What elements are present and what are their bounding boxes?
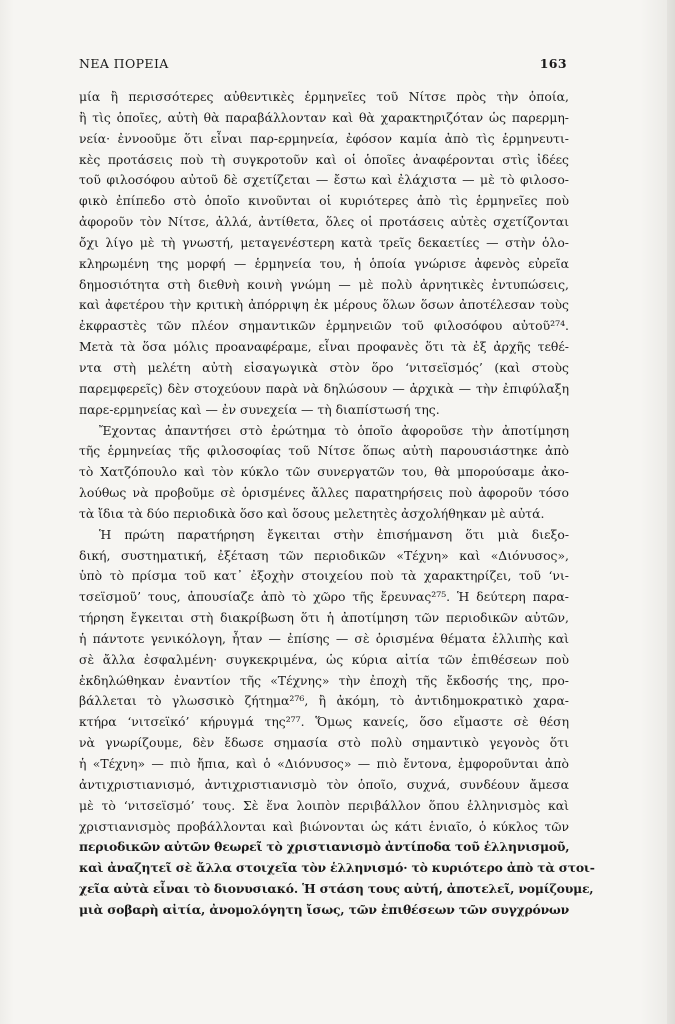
- text-line: ἢ τὶς ὁποῖες, αὐτὴ θὰ παραβάλλονταν καὶ θὰ χαρακτηριζόταν ὡς παρερμη-: [79, 109, 569, 125]
- paragraph: [79, 87, 569, 421]
- text-line: τήρηση ἔγκειται στὴ διακρίβωση ὅτι ἡ ἀποτίμηση τῶν περιοδικῶν αὐτῶν,: [79, 610, 569, 626]
- text-line: ἡ πάντοτε γενικόλογη, ἦταν — ἐπίσης — σὲ ὁρισμένα θέματα ἐλλιπὴς καὶ: [79, 630, 569, 646]
- text-line: χριστιανισμὸς προβάλλονται καὶ βιώνονται ὡς κάτι ἑνιαῖο, ὁ κύκλος τῶν: [79, 818, 569, 834]
- text-line: ἡ «Τέχνη» — πιὸ ἤπια, καὶ ὁ «Διόνυσος» — πιὸ ἔντονα, ἐμφοροῦνται ἀπὸ: [79, 756, 569, 771]
- text-line: νὰ γνωρίζουμε, δὲν ἔδωσε σημασία στὸ πολὺ σημαντικὸ γεγονὸς ὅτι: [79, 735, 569, 751]
- text-line: δική, συστηματική, ἐξέταση τῶν περιοδικῶν «Τέχνη» καὶ «Διόνυσος»,: [79, 547, 569, 563]
- page-number: 163: [539, 56, 567, 71]
- text-line: μία ἢ περισσότερες αὐθεντικὲς ἑρμηνεῖες τοῦ Νίτσε πρὸς τὴν ὁποία,: [79, 89, 569, 104]
- text-line: καὶ ἀναζητεῖ σὲ ἄλλα στοιχεῖα τὸν ἑλληνισμό· τὸ κυριότερο ἀπὸ τὰ στοι-: [79, 860, 595, 876]
- body-text: [79, 87, 595, 921]
- text-line: ὑπὸ τὸ πρίσμα τοῦ κατ᾽ ἐξοχὴν στοιχείου ποὺ τὰ χαρακτηρίζει, τοῦ ‘νι-: [79, 568, 569, 584]
- text-line: παρε-ερμηνείας καὶ — ἐν συνεχεία — τὴ διαπίστωσή της.: [79, 401, 440, 417]
- text-line: ἀφοροῦν τὸν Νίτσε, ἀλλά, ἀντίθετα, ὅλες οἱ προτάσεις αὐτὲς σχετίζονται: [79, 214, 569, 230]
- text-line: λούθως νὰ προβοῦμε σὲ ὁρισμένες ἄλλες παρατηρήσεις ποὺ ἀφοροῦν τόσο: [79, 485, 569, 501]
- page-edge-shadow: [667, 0, 675, 1024]
- text-line: μὲ τὸ ‘νιτσεϊσμό’ τους. Σὲ ἕνα λοιπὸν περιβάλλον ὅπου ἑλληνισμὸς καὶ: [79, 797, 569, 813]
- text-line: κτήρα ‘νιτσεϊκό’ κήρυγμά της²⁷⁷. Ὅμως κανείς, ὅσο εἴμαστε σὲ θέση: [79, 714, 569, 730]
- text-line: τῆς ἑρμηνείας τῆς φιλοσοφίας τοῦ Νίτσε ὅπως αὐτὴ παρουσιάστηκε ἀπὸ: [79, 443, 569, 459]
- text-line: Μετὰ τὰ ὅσα μόλις προαναφέραμε, εἶναι προφανὲς ὅτι τὰ ἐξ ἀρχῆς τεθέ-: [79, 339, 569, 355]
- text-line: κληρωμένη της μορφή — ἑρμηνεία του, ἡ ὁποία γνώρισε ἀφενὸς εὐρεῖα: [79, 255, 569, 271]
- text-line: Ἔχοντας ἀπαντήσει στὸ ἐρώτημα τὸ ὁποῖο ἀφοροῦσε τὴν ἀποτίμηση: [99, 422, 569, 438]
- text-line: δημοσιότητα στὴ διεθνὴ κοινὴ γνώμη — μὲ πολὺ ἀρνητικὲς ἐντυπώσεις,: [79, 276, 569, 292]
- text-line: νεία· ἐννοοῦμε ὅτι εἶναι παρ-ερμηνεία, ἐφόσον καμία ἀπὸ τὶς ἑρμηνευτι-: [79, 130, 569, 146]
- text-line: ἐκδηλώθηκαν ἐναντίον τῆς «Τέχνης» τὴν ἐποχὴ τῆς ἔκδοσής της, προ-: [79, 672, 569, 688]
- text-line: ἐκφραστὲς τῶν πλέον σημαντικῶν ἑρμηνειῶν τοῦ φιλοσόφου αὐτοῦ²⁷⁴.: [79, 318, 569, 334]
- text-line: ἀντιχριστιανισμό, ἀντιχριστιανισμὸ τὸν ὁποῖο, συχνά, συνδέουν ἄμεσα: [79, 776, 569, 792]
- text-line: μιὰ σοβαρὴ αἰτία, ἀνομολόγητη ἴσως, τῶν ἐπιθέσεων τῶν συγχρόνων: [79, 901, 569, 917]
- text-line: περιοδικῶν αὐτῶν θεωρεῖ τὸ χριστιανισμὸ ἀντίποδα τοῦ ἑλληνισμοῦ,: [79, 839, 570, 855]
- text-line: τὰ ἴδια τὰ δύο περιοδικὰ ὅσο καὶ ὅσους μελετητὲς ἀσχολήθηκαν μὲ αὐτά.: [79, 505, 545, 521]
- text-line: χεῖα αὐτὰ εἶναι τὸ διονυσιακό. Ἡ στάση τους αὐτή, ἀποτελεῖ, νομίζουμε,: [79, 881, 594, 897]
- paragraph: [79, 525, 595, 921]
- text-line: κὲς προτάσεις ποὺ τὴ συγκροτοῦν καὶ οἱ ὁποῖες ἀναφέρονται στὶς ἰδέες: [79, 151, 569, 167]
- text-line: τοῦ φιλοσόφου αὐτοῦ δὲ σχετίζεται — ἔστω καὶ ἐλάχιστα — μὲ τὸ φιλοσο-: [79, 172, 569, 188]
- text-line: Ἡ πρώτη παρατήρηση ἔγκειται στὴν ἐπισήμανση ὅτι μιὰ διεξο-: [99, 526, 569, 542]
- text-line: φικὸ ἐπίπεδο στὸ ὁποῖο κινοῦνται οἱ κυριότερες ἀπὸ τὶς ἑρμηνεῖες ποὺ: [79, 193, 569, 209]
- text-line: ὄχι λίγο μὲ τὴ γνωστή, μεταγενέστερη κατὰ τρεῖς δεκαετίες — στὴν ὁλο-: [79, 234, 569, 250]
- running-title: ΝΕΑ ΠΟΡΕΙΑ: [79, 56, 169, 71]
- paragraph: [79, 421, 569, 525]
- text-line: βάλλεται τὸ γλωσσικὸ ζήτημα²⁷⁶, ἢ ἀκόμη, τὸ ἀντιδημοκρατικὸ χαρα-: [79, 693, 569, 709]
- text-line: τὸ Χατζόπουλο καὶ τὸν κύκλο τῶν συνεργατῶν του, θὰ μπορούσαμε ἀκο-: [79, 464, 569, 480]
- text-line: ντα στὴ μελέτη αὐτὴ εἰσαγωγικὰ στὸν ὅρο ‘νιτσεϊσμός’ (καὶ στοὺς: [79, 359, 569, 375]
- text-line: καὶ ἀφετέρου τὴν κριτικὴ ἀπόρριψη ἐκ μέρους ὅλων ὅσων ἀποτέλεσαν τοὺς: [79, 297, 569, 313]
- text-line: τσεϊσμοῦ’ τους, ἀπουσίαζε ἀπὸ τὸ χῶρο τῆς ἔρευνας²⁷⁵. Ἡ δεύτερη παρα-: [79, 589, 569, 605]
- text-line: παρεμφερεῖς) δὲν στοχεύουν παρὰ νὰ δηλώσουν — ἀρχικὰ — τὴν ἐπιφύλαξη: [79, 380, 569, 396]
- running-header: [79, 56, 567, 71]
- text-line: σὲ ἄλλα ἐσφαλμένη· συγκεκριμένα, ὡς κύρια αἰτία τῶν ἐπιθέσεων ποὺ: [79, 651, 569, 667]
